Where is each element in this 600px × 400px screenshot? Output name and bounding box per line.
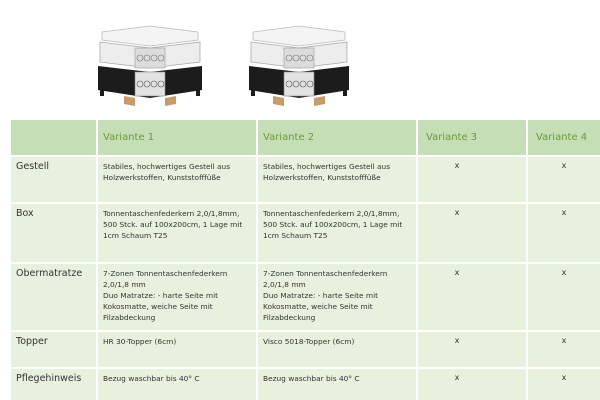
cell-line: Bezug waschbar bis 40° C — [263, 374, 360, 383]
cell-v1 — [98, 264, 256, 330]
row-label: Box — [11, 204, 96, 262]
table-row — [11, 204, 600, 262]
cell-line: 1cm Schaum T25 — [103, 231, 168, 240]
cell-line: Holzwerkstoffen, Kunststofffüße — [263, 173, 381, 182]
header-variante-4: Variante 4 — [528, 120, 600, 155]
cell-v3-mark: x — [418, 332, 526, 367]
cell-line: 500 Stck. auf 100x200cm, 1 Lage mit — [103, 220, 243, 229]
comparison-table — [9, 118, 600, 400]
row-label: Obermatratze — [11, 264, 96, 330]
cell-line: Duo Matratze: - harte Seite mit — [103, 291, 219, 300]
cell-line: Bezug waschbar bis 40° C — [103, 374, 200, 383]
table-row — [11, 369, 600, 400]
product-image-variante-2 — [233, 18, 363, 114]
cell-v2 — [258, 369, 416, 400]
cell-v1 — [98, 369, 256, 400]
cell-line: Kokosmatte, weiche Seite mit — [103, 302, 213, 311]
row-label: Gestell — [11, 157, 96, 202]
cell-line: 7-Zonen Tonnentaschenfederkern — [263, 269, 388, 278]
cell-v1 — [98, 157, 256, 202]
cell-v4-mark: x — [528, 332, 600, 367]
header-variante-2: Variante 2 — [258, 120, 416, 155]
cell-v4-mark: x — [528, 264, 600, 330]
table-row — [11, 264, 600, 330]
cell-v4-mark: x — [528, 369, 600, 400]
boxspring-bed-illustration — [233, 18, 363, 114]
cell-v2 — [258, 332, 416, 367]
cell-v3-mark: x — [418, 264, 526, 330]
cell-line: Stabiles, hochwertiges Gestell aus — [103, 162, 231, 171]
cell-line: Tonnentaschenfederkern 2,0/1,8mm, — [263, 209, 400, 218]
cell-line: Stabiles, hochwertiges Gestell aus — [263, 162, 391, 171]
cell-v1 — [98, 204, 256, 262]
cell-line: 2,0/1,8 mm — [103, 280, 146, 289]
table-header-row — [11, 120, 600, 155]
cell-line: Kokosmatte, weiche Seite mit — [263, 302, 373, 311]
cell-v2 — [258, 204, 416, 262]
table-row — [11, 157, 600, 202]
row-label: Topper — [11, 332, 96, 367]
table-row — [11, 332, 600, 367]
boxspring-bed-illustration — [80, 18, 215, 114]
cell-v4-mark: x — [528, 204, 600, 262]
cell-v2 — [258, 157, 416, 202]
header-corner — [11, 120, 96, 155]
cell-line: Holzwerkstoffen, Kunststofffüße — [103, 173, 221, 182]
cell-line: Tonnentaschenfederkern 2,0/1,8mm, — [103, 209, 240, 218]
product-image-variante-1 — [80, 18, 215, 114]
cell-line: 2,0/1,8 mm — [263, 280, 306, 289]
cell-v2 — [258, 264, 416, 330]
cell-v4-mark: x — [528, 157, 600, 202]
cell-v1 — [98, 332, 256, 367]
cell-line: 7-Zonen Tonnentaschenfederkern — [103, 269, 228, 278]
cell-line: Visco 5018-Topper (6cm) — [263, 337, 355, 346]
cell-line: HR 30-Topper (6cm) — [103, 337, 177, 346]
header-variante-3: Variante 3 — [418, 120, 526, 155]
header-variante-1: Variante 1 — [98, 120, 256, 155]
cell-v3-mark: x — [418, 157, 526, 202]
row-label: Pflegehinweis — [11, 369, 96, 400]
cell-line: Filzabdeckung — [103, 313, 156, 322]
cell-line: Duo Matratze: - harte Seite mit — [263, 291, 379, 300]
cell-v3-mark: x — [418, 369, 526, 400]
cell-v3-mark: x — [418, 204, 526, 262]
cell-line: 500 Stck. auf 100x200cm, 1 Lage mit — [263, 220, 403, 229]
cell-line: Filzabdeckung — [263, 313, 316, 322]
cell-line: 1cm Schaum T25 — [263, 231, 328, 240]
